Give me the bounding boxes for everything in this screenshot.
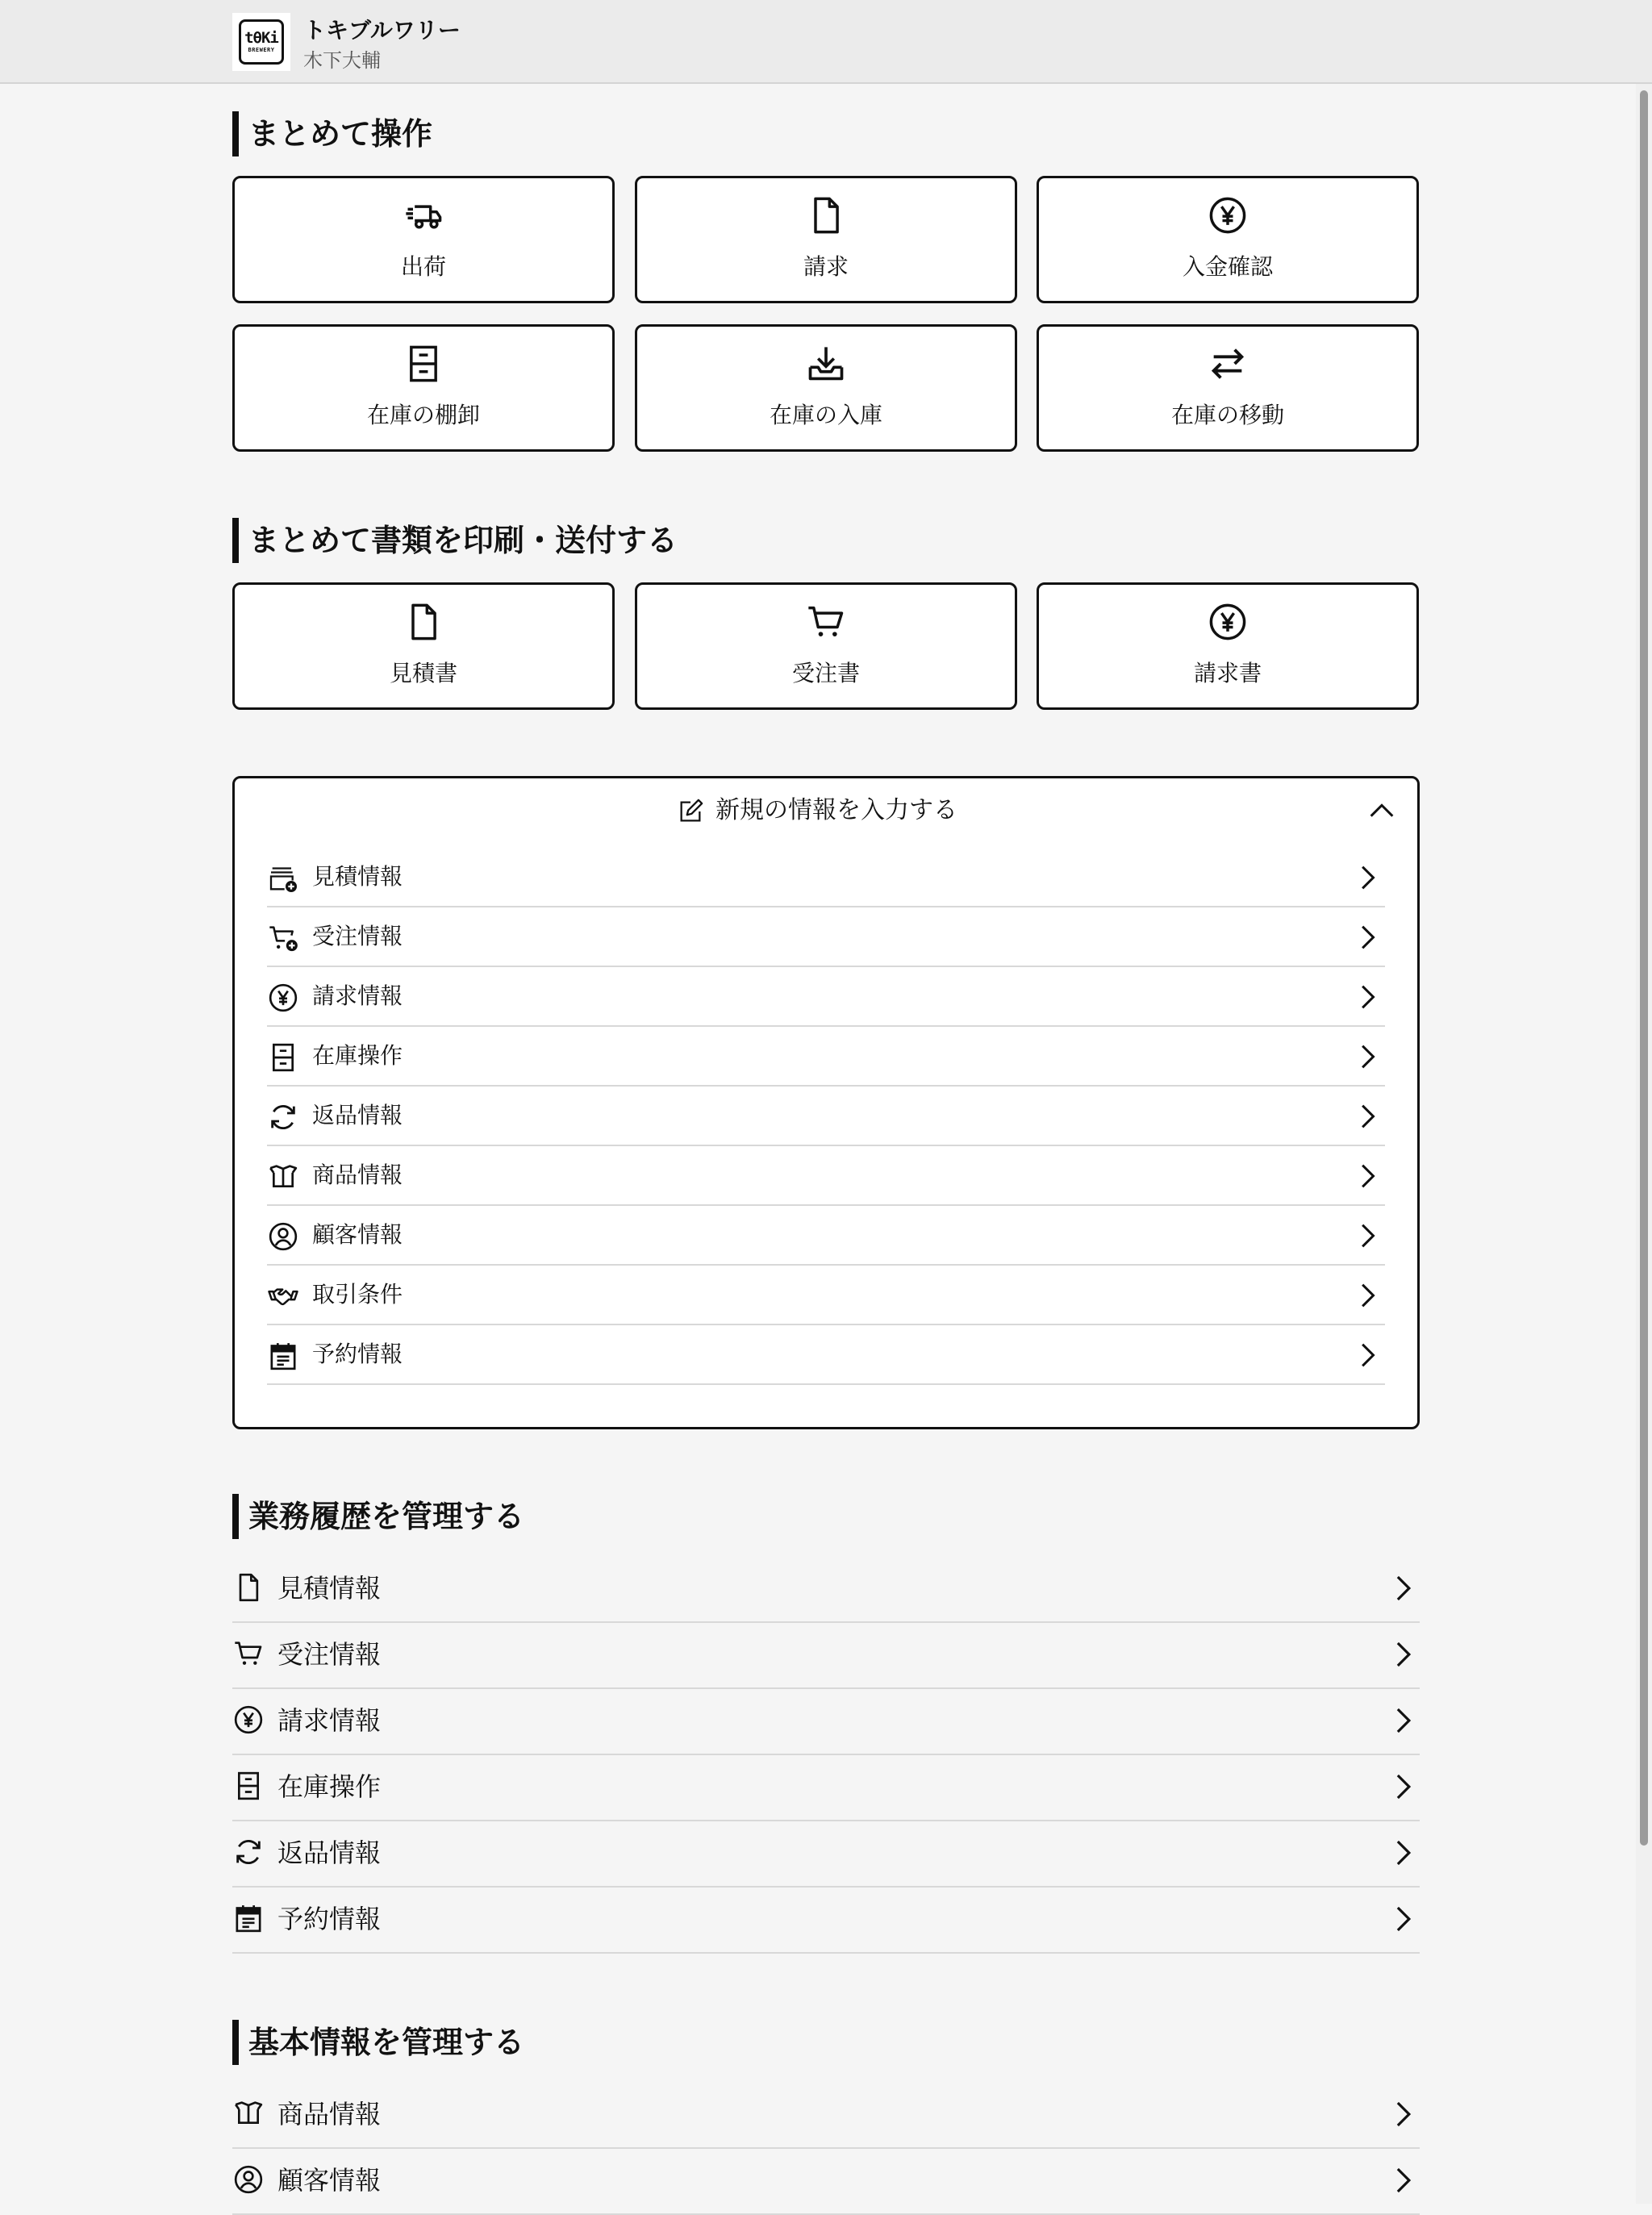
list-item-label: 商品情報 — [312, 1162, 403, 1188]
list-item-label: 取引条件 — [312, 1281, 403, 1308]
collapse-button[interactable] — [1366, 795, 1398, 827]
handshake-icon — [267, 1280, 299, 1312]
cart-icon — [232, 1637, 265, 1670]
yen-circle-icon — [232, 1704, 265, 1736]
chevron-right-icon — [1386, 1704, 1420, 1737]
tile-estimate-document[interactable] — [232, 582, 615, 710]
tile-stock-receiving[interactable] — [635, 324, 1017, 452]
yen-circle-icon — [1207, 194, 1249, 236]
new-entry-item-returns[interactable] — [267, 1087, 1385, 1146]
new-entry-item-order[interactable] — [267, 907, 1385, 967]
list-item-label: 見積情報 — [277, 1573, 382, 1604]
chevron-right-icon — [1386, 1902, 1420, 1936]
list-item-label: 返品情報 — [277, 1837, 382, 1868]
document-icon — [232, 1571, 265, 1604]
history-item-invoice[interactable] — [232, 1689, 1420, 1755]
new-entry-panel — [232, 776, 1420, 1429]
yen-circle-icon — [1207, 601, 1249, 643]
list-item-label: 予約情報 — [277, 1904, 382, 1934]
new-entry-item-customers[interactable] — [267, 1206, 1385, 1266]
list-item-label: 受注情報 — [277, 1639, 382, 1670]
company-name: トキブルワリー — [303, 17, 461, 44]
document-icon — [805, 194, 847, 236]
chevron-right-icon — [1351, 861, 1383, 894]
section-title-bulk-operations: まとめて操作 — [232, 111, 432, 156]
list-item-label: 在庫操作 — [277, 1771, 382, 1802]
scrollbar-thumb[interactable] — [1640, 90, 1648, 1846]
vertical-scrollbar[interactable] — [1636, 84, 1652, 2204]
new-entry-item-reservations[interactable] — [267, 1325, 1385, 1385]
list-item-label: 請求情報 — [277, 1705, 382, 1736]
chevron-right-icon — [1386, 1571, 1420, 1605]
tile-label: 請求 — [803, 253, 849, 280]
tile-stock-transfer[interactable] — [1037, 324, 1419, 452]
list-item-label: 請求情報 — [312, 982, 403, 1009]
new-entry-item-invoice[interactable] — [267, 967, 1385, 1027]
list-item-label: 顧客情報 — [312, 1221, 403, 1248]
document-icon — [403, 601, 444, 643]
new-entry-item-estimate[interactable] — [267, 848, 1385, 907]
list-item-label: 受注情報 — [312, 923, 403, 949]
new-entry-item-terms[interactable] — [267, 1266, 1385, 1325]
list-item-label: 商品情報 — [277, 2099, 382, 2129]
tile-invoice-document[interactable] — [1037, 582, 1419, 710]
brewery-logo: tθKi BREWERY — [232, 13, 290, 71]
tile-shipping[interactable] — [232, 176, 615, 303]
edit-icon — [677, 798, 704, 825]
truck-icon — [403, 194, 444, 236]
history-item-inventory[interactable] — [232, 1755, 1420, 1821]
tile-label: 請求書 — [1193, 660, 1262, 686]
tile-order-document[interactable] — [635, 582, 1017, 710]
chevron-right-icon — [1351, 1279, 1383, 1312]
chevron-right-icon — [1351, 1339, 1383, 1371]
list-item-label: 見積情報 — [312, 863, 403, 890]
user-circle-icon — [267, 1220, 299, 1253]
chevron-right-icon — [1386, 2163, 1420, 2197]
history-item-returns[interactable] — [232, 1821, 1420, 1888]
refresh-icon — [232, 1836, 265, 1868]
user-circle-icon — [232, 2163, 265, 2196]
master-item-products[interactable] — [232, 2083, 1420, 2149]
box-icon — [232, 2097, 265, 2129]
list-item-label: 返品情報 — [312, 1102, 403, 1128]
tile-invoice[interactable] — [635, 176, 1017, 303]
tile-payment-confirmation[interactable] — [1037, 176, 1419, 303]
chevron-right-icon — [1386, 1836, 1420, 1870]
history-item-order[interactable] — [232, 1623, 1420, 1689]
calendar-icon — [232, 1902, 265, 1934]
user-name: 木下大輔 — [303, 49, 381, 72]
cart-icon — [805, 601, 847, 643]
new-entry-panel-header[interactable] — [235, 793, 1417, 828]
list-item-label: 在庫操作 — [312, 1042, 403, 1069]
transfer-arrows-icon — [1207, 343, 1249, 385]
cart-add-icon — [267, 922, 299, 954]
calendar-icon — [267, 1340, 299, 1372]
list-item-label: 顧客情報 — [277, 2165, 382, 2196]
chevron-right-icon — [1351, 1220, 1383, 1252]
tile-stocktaking[interactable] — [232, 324, 615, 452]
cabinet-icon — [232, 1770, 265, 1802]
chevron-up-icon — [1366, 795, 1398, 827]
list-item-label: 予約情報 — [312, 1341, 403, 1367]
chevron-right-icon — [1351, 1041, 1383, 1073]
chevron-right-icon — [1386, 1637, 1420, 1671]
tile-label: 在庫の棚卸 — [366, 402, 480, 428]
tile-label: 在庫の入庫 — [769, 402, 882, 428]
tile-label: 在庫の移動 — [1170, 402, 1284, 428]
yen-circle-icon — [267, 982, 299, 1014]
history-item-reservations[interactable] — [232, 1888, 1420, 1954]
master-item-customers[interactable] — [232, 2149, 1420, 2215]
box-icon — [267, 1161, 299, 1193]
new-entry-item-inventory[interactable] — [267, 1027, 1385, 1087]
estimate-add-icon — [267, 862, 299, 895]
tile-label: 見積書 — [389, 660, 457, 686]
chevron-right-icon — [1386, 1770, 1420, 1804]
section-title-history: 業務履歴を管理する — [232, 1494, 524, 1539]
tile-label: 受注書 — [791, 660, 860, 686]
section-title-master: 基本情報を管理する — [232, 2020, 524, 2065]
new-entry-panel-title: 新規の情報を入力する — [715, 796, 957, 824]
app-header — [0, 0, 1652, 84]
chevron-right-icon — [1386, 2097, 1420, 2131]
refresh-icon — [267, 1101, 299, 1133]
chevron-right-icon — [1351, 1160, 1383, 1192]
tile-label: 入金確認 — [1182, 253, 1273, 280]
chevron-right-icon — [1351, 1100, 1383, 1133]
inbox-download-icon — [805, 343, 847, 385]
chevron-right-icon — [1351, 921, 1383, 953]
section-title-bulk-documents: まとめて書類を印刷・送付する — [232, 518, 678, 563]
chevron-right-icon — [1351, 981, 1383, 1013]
cabinet-icon — [403, 343, 444, 385]
history-item-estimate[interactable] — [232, 1557, 1420, 1623]
cabinet-icon — [267, 1041, 299, 1074]
new-entry-item-products[interactable] — [267, 1146, 1385, 1206]
tile-label: 出荷 — [400, 253, 446, 280]
